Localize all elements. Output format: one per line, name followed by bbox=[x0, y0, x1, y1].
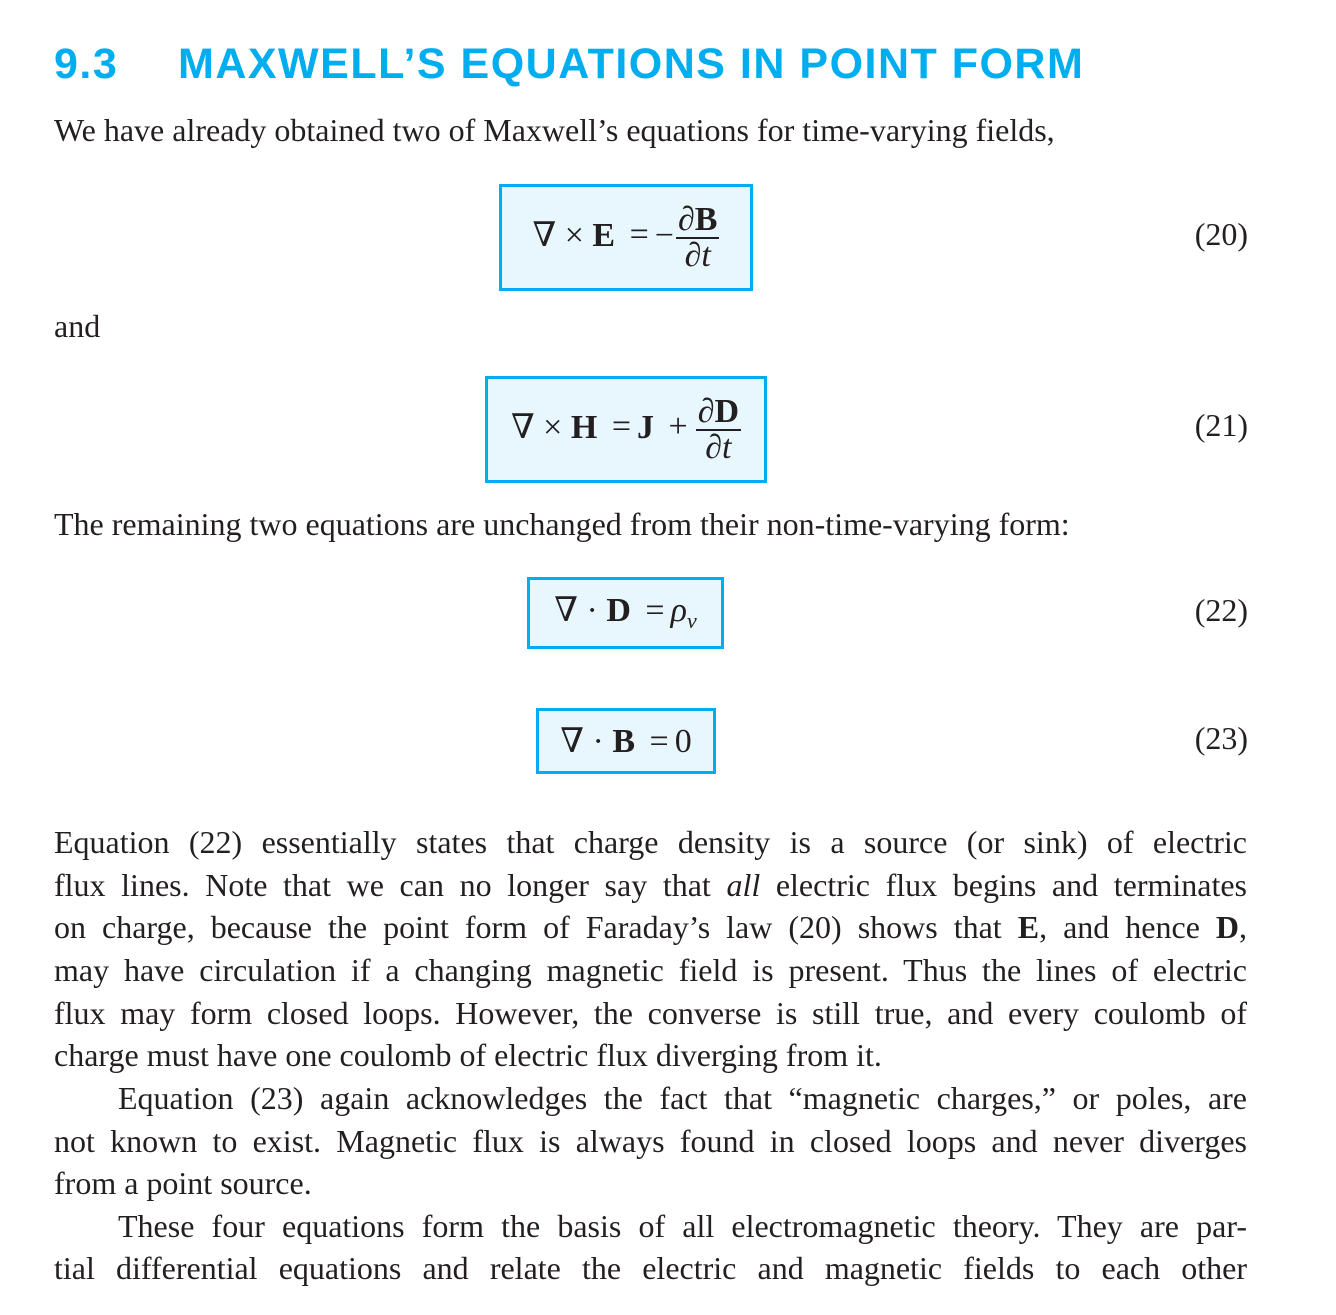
text-span: , bbox=[1239, 909, 1248, 945]
denominator: ∂t bbox=[684, 236, 711, 274]
charge-density-subscript: v bbox=[686, 608, 697, 634]
paragraph-line: from a point source. bbox=[54, 1165, 312, 1201]
equation-20-box bbox=[499, 184, 753, 291]
field-j: J bbox=[637, 408, 654, 446]
zero: 0 bbox=[674, 723, 692, 760]
partial-symbol: ∂ bbox=[697, 392, 715, 430]
divergence-operator: ∇ · bbox=[554, 591, 598, 629]
divergence-operator: ∇ · bbox=[560, 723, 604, 760]
paragraph-line: not known to exist. Magnetic flux is always found in closed loops and never diverges bbox=[54, 1123, 1247, 1159]
equals-sign: = bbox=[649, 723, 669, 760]
paragraph-line: tial differential equations and relate the electric and magnetic fields to each other bbox=[54, 1250, 1247, 1286]
equation-20 bbox=[532, 200, 720, 274]
partial-symbol: ∂ bbox=[677, 200, 695, 238]
curl-operator: ∇ × bbox=[510, 408, 563, 446]
equation-number-23: (23) bbox=[1194, 720, 1248, 756]
equation-21-box bbox=[485, 376, 767, 483]
equation-22-box bbox=[527, 577, 724, 649]
equation-22 bbox=[554, 590, 696, 637]
text-span: on charge, because the point form of Faraday’s law (20) shows that bbox=[54, 909, 1018, 945]
equation-number-22: (22) bbox=[1194, 592, 1248, 628]
emphasis: all bbox=[726, 867, 761, 903]
equation-21 bbox=[510, 392, 741, 466]
paragraph-line: may have circulation if a changing magnetic field is present. Thus the lines of electric bbox=[54, 952, 1247, 988]
field-h: H bbox=[570, 408, 598, 446]
section-number: 9.3 bbox=[54, 40, 119, 88]
field-d: D bbox=[714, 392, 740, 430]
connector-text: and bbox=[54, 308, 101, 344]
field-e: E bbox=[592, 216, 616, 254]
paragraph-line: flux may form closed loops. However, the converse is still true, and every coulomb of bbox=[54, 995, 1247, 1031]
plus-sign: + bbox=[668, 408, 688, 446]
field-e: E bbox=[1017, 909, 1040, 945]
paragraph-line: Equation (23) again acknowledges the fact that “magnetic charges,” or poles, are bbox=[118, 1080, 1247, 1116]
field-d: D bbox=[1215, 909, 1240, 945]
field-b: B bbox=[694, 200, 718, 238]
minus-sign: − bbox=[654, 216, 674, 254]
equation-number-21: (21) bbox=[1194, 407, 1248, 443]
equals-sign: = bbox=[611, 408, 631, 446]
equation-number-20: (20) bbox=[1194, 216, 1248, 252]
equals-sign: = bbox=[629, 216, 649, 254]
paragraph-line bbox=[54, 907, 1247, 947]
field-b: B bbox=[612, 723, 636, 760]
equals-sign: = bbox=[645, 591, 665, 629]
paragraph-line: These four equations form the basis of all electromagnetic theory. They are par- bbox=[118, 1208, 1247, 1244]
transition-text: The remaining two equations are unchanged from their non-time-varying form: bbox=[54, 506, 1070, 542]
text-span: flux lines. Note that we can no longer say that bbox=[54, 867, 727, 903]
fraction bbox=[676, 200, 720, 274]
section-heading bbox=[54, 36, 1084, 92]
denominator: ∂t bbox=[705, 428, 732, 466]
paragraph-line: charge must have one coulomb of electric flux diverging from it. bbox=[54, 1037, 882, 1073]
equation-23 bbox=[560, 721, 691, 761]
equation-23-box bbox=[536, 708, 716, 774]
text-span: , and hence bbox=[1039, 909, 1216, 945]
section-title: MAXWELL’S EQUATIONS IN POINT FORM bbox=[178, 40, 1085, 88]
charge-density-symbol: ρ bbox=[670, 591, 687, 629]
fraction bbox=[696, 392, 741, 466]
text-span: electric flux begins and terminates bbox=[760, 867, 1248, 903]
field-d: D bbox=[606, 591, 631, 629]
paragraph-line: Equation (22) essentially states that charge density is a source (or sink) of electric bbox=[54, 824, 1247, 860]
curl-operator: ∇ × bbox=[532, 216, 584, 254]
intro-text: We have already obtained two of Maxwell’s equations for time-varying fields, bbox=[54, 112, 1055, 148]
paragraph-line bbox=[54, 865, 1247, 905]
